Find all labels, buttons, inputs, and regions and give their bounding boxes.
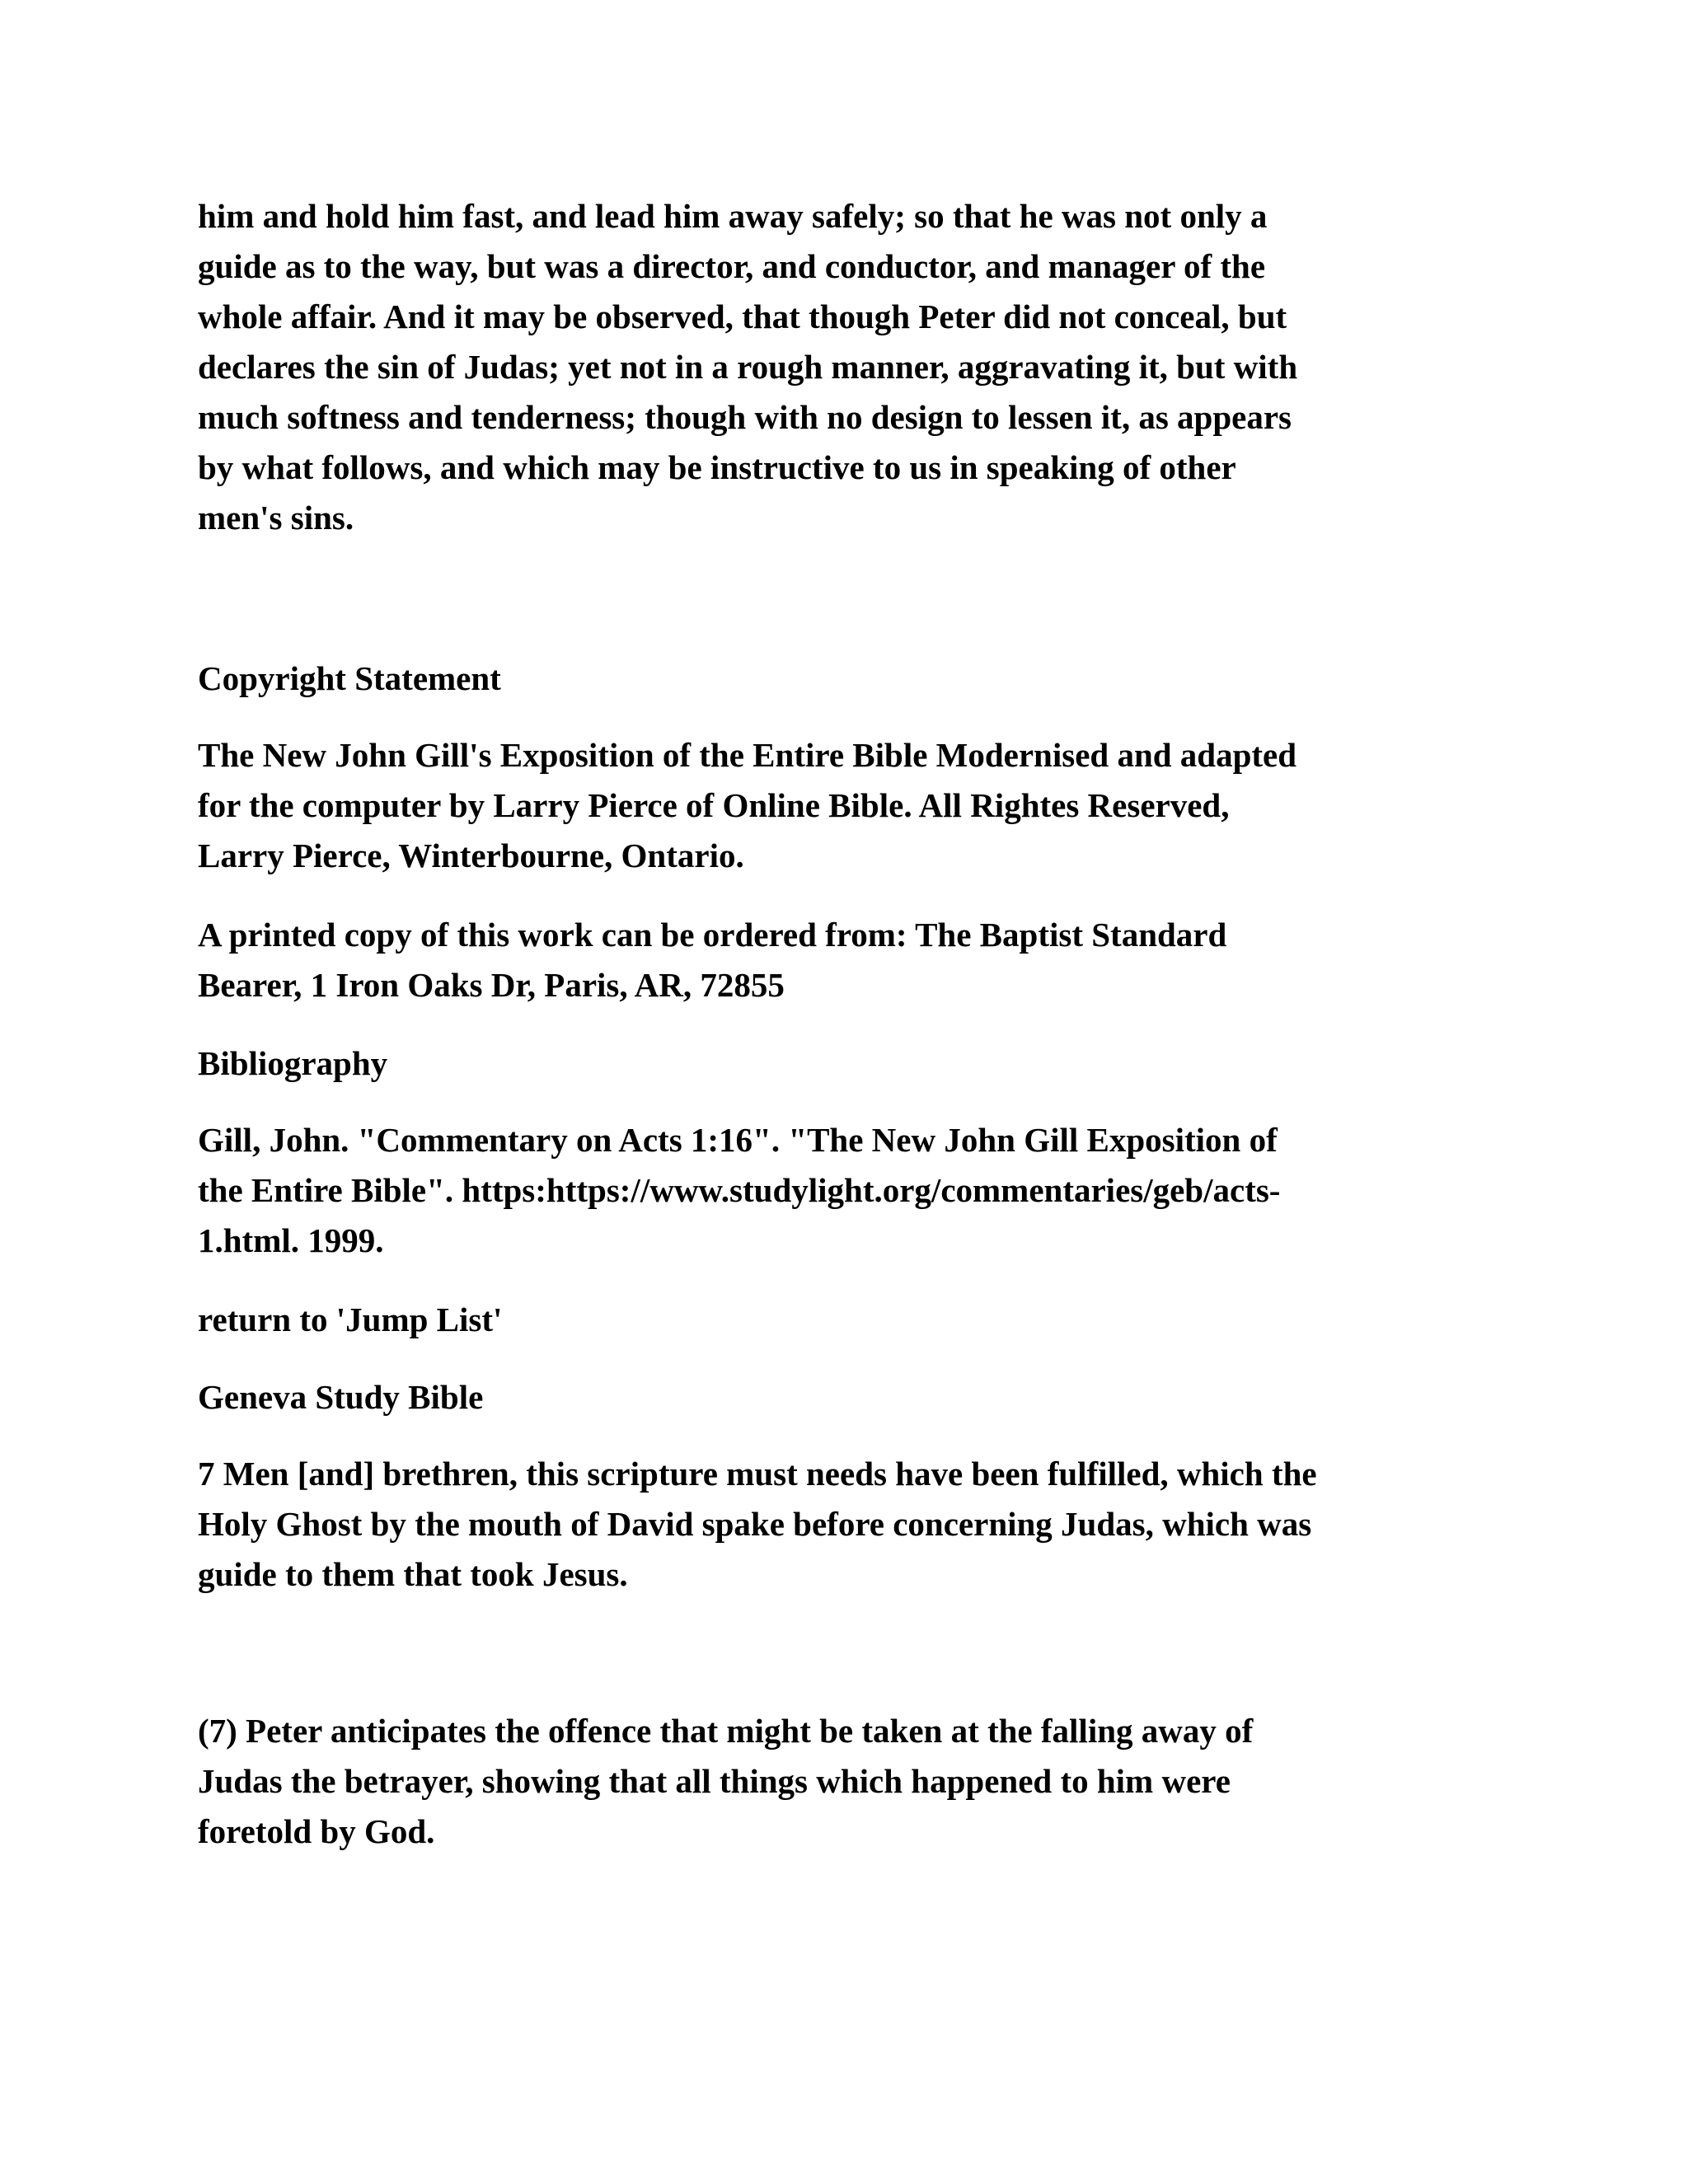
copyright-text: The New John Gill's Exposition of the Entire Bible Modernised and adapted for the computer by Larry Pierce of Online Bible. All Rightes Reserved, Larry Pierce, Winterbourne, Ontario. <box>198 736 1297 874</box>
bibliography-heading: Bibliography <box>198 1044 388 1082</box>
commentary-paragraph: him and hold him fast, and lead him away safely; so that he was not only a guide as to the way, but was a director, and conductor, and manager of the whole affair. And it may be observed, that though Peter did not conceal, but declares the sin of Judas; yet not in a rough manner, aggravating it, but with much softness and tenderness; though with no design to lessen it, as appears by what follows, and which may be instructive to us in speaking of other men's sins. <box>198 197 1298 537</box>
verse-text: 7 Men [and] brethren, this scripture must needs have been fulfilled, which the Holy Ghost by the mouth of David spake before concerning Judas, which was guide to them that took Jesus. <box>198 1455 1317 1593</box>
bibliography-citation: Gill, John. "Commentary on Acts 1:16". "The New John Gill Exposition of the Entire Bible". https:https://www.studylight.org/commentaries/geb/acts- 1.html. 1999. <box>198 1121 1281 1259</box>
jump-list-link[interactable]: return to 'Jump List' <box>198 1301 503 1338</box>
copyright-heading: Copyright Statement <box>198 659 501 697</box>
verse-note: (7) Peter anticipates the offence that might be taken at the falling away of Judas the betrayer, showing that all things which happened to him were foretold by God. <box>198 1712 1254 1850</box>
order-info: A printed copy of this work can be ordered from: The Baptist Standard Bearer, 1 Iron Oaks Dr, Paris, AR, 72855 <box>198 916 1227 1004</box>
geneva-heading: Geneva Study Bible <box>198 1378 484 1416</box>
